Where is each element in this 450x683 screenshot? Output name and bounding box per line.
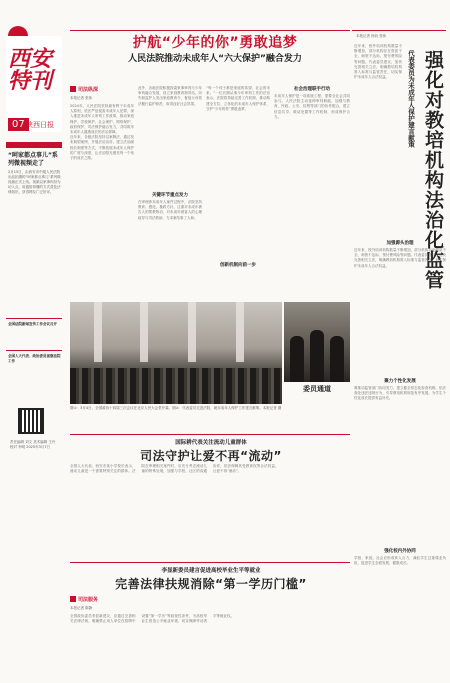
page-number: 07: [8, 118, 29, 131]
rail-note-1[interactable]: [8, 322, 62, 327]
side-photo[interactable]: [284, 302, 350, 382]
masthead-title: 西安特刊: [8, 46, 53, 94]
photo-pillar: [140, 302, 148, 362]
photo-pillar: [236, 302, 244, 362]
lead-paragraph: 2024年，人民法院坚持最有利于未成年人原则，依法严惩侵害未成年人犯罪，深入推进未成年人审判工作改革，推动家庭保护、学校保护、社会保护、网络保护、政府保护、司法保护融合发力，共同筑牢未成年人健康成长的法治屏障。: [70, 104, 134, 135]
side-photo-title: 委员通道: [303, 385, 331, 393]
right-paragraph: 近年来，校外培训机构数量不断增加，部分机构存在资质不全、师资不达标、预付费风险等问题。代表委员建议，加快完善相关立法，明确教培机构准入标准与监管责任，切实保护未成年人合法权益。: [354, 44, 402, 80]
middle-headline[interactable]: 司法守护让爱不再“流动”: [140, 449, 282, 463]
lead-column-2: [138, 86, 202, 190]
rail-note-2[interactable]: [8, 354, 62, 364]
top-rule: [70, 30, 350, 31]
right-column-mid: [354, 248, 446, 372]
lead-paragraph: 在审理涉未成年人案件过程中，法院坚持教育、感化、挽救方针，注重对未成年被告人的帮教矫治，对未成年被害人的心理疏导与司法救助，力求案结事了人和。: [138, 200, 202, 220]
section-marker-icon: [70, 596, 76, 602]
bottom-headline[interactable]: 完善法律扶规消除“第一学历门槛”: [115, 577, 307, 591]
right-subhead-3: 强化校内外协同: [384, 549, 416, 554]
qr-code-icon[interactable]: [18, 408, 44, 434]
middle-body: [70, 464, 350, 560]
photo-figure: [330, 336, 344, 382]
rail-lead-body: 2月15日，由西安市中级人民法院出品拍摄的“呵家都点事儿”系列微视频正式上线。视频以家事纠纷为切入点，用通俗易懂的方式普及法律知识，获得网友广泛好评。: [8, 170, 61, 194]
lead-column-2b: [138, 200, 202, 298]
photo-caption: 图①：3月4日，全国政协十四届三次会议在北京人民大会堂开幕。图②：代表委员走进法院，就未成年人保护工作建言献策。本报记者 摄: [70, 406, 282, 410]
right-paragraph: 学校、家庭、社会应形成育人合力，减轻学生过重课业负担，促进学生全面发展、健康成长。: [354, 556, 446, 566]
lead-column-4: [274, 94, 350, 298]
lead-subheadline: 人民法院推动未成年人“六大保护”融合发力: [128, 54, 302, 64]
lead-subhead-2: 创新机制向前一步: [220, 263, 256, 268]
middle-kicker: 国际耕代表关注流动儿童群体: [175, 440, 247, 446]
right-column-top: [354, 44, 402, 234]
lead-byline: 本报记者 张伟: [70, 96, 93, 100]
right-subhead-1: 加强源头治理: [386, 241, 414, 246]
right-paragraph: 近年来，校外培训机构数量不断增加，部分机构存在资质不全、师资不达标、预付费风险等问题。代表委员建议，加快完善相关立法，明确教培机构准入标准与监管责任，切实保护未成年人合法权益。: [354, 248, 446, 268]
lead-paragraph: “每一个孩子都是家庭的希望、社会的未来。”一位长期从事少年审判工作的法官表示，法院将持续完善工作机制，推动构建全方位、立体化的未成年人保护体系，守护“少年的你”勇敢追梦。: [206, 86, 270, 111]
rail-credits: 责任编辑 刘文 美术编辑 王丹 校对 李明 2025年3月7日: [10, 440, 56, 449]
lead-section-label: 司法纵深: [78, 87, 99, 93]
paper-name: 陕西日报: [26, 121, 54, 129]
lead-section-tag: [70, 86, 98, 93]
bottom-body: [70, 614, 350, 676]
lead-subhead-1: 关键环节重点发力: [152, 193, 188, 198]
right-subhead-2: 聚力个性化发展: [384, 379, 416, 384]
bottom-kicker: 李显新委员建言促进高校毕业生平等就业: [161, 568, 261, 574]
rail-rule: [6, 318, 62, 319]
lead-paragraph: 近年来，各级法院坚持以案释法，通过发布典型案例、开展法治宣讲、建立法治副校长制度等方式，不断拓展未成年人保护的广度与深度，让法治阳光照亮每一个孩子的成长之路。: [70, 135, 134, 161]
lead-headline[interactable]: 护航“少年的你”勇敢追梦: [132, 35, 298, 51]
lead-column-3: [206, 86, 270, 260]
rail-note-2-text: 全国人大代表、政协委员视察法院工作: [8, 354, 61, 363]
right-paragraph: 要推动监管部门协同发力，建立健全常态化检查机制，依法查处违法违规行为，引导教培机构规范有序发展，为学生个性化成长提供有益补充。: [354, 386, 446, 401]
middle-paragraph: 全国人大代表、西安市某小学校长表示，流动儿童是一个需要特别关注的群体。法院在审理相关案件时，应充分考虑流动儿童的特殊处境，加强与学校、社区的沟通协作，依法保障其受教育权等合法权益，让爱不再“流动”。: [70, 464, 279, 474]
lead-column-1: [70, 104, 134, 298]
right-headline[interactable]: 强化对教培机构法治化监管: [422, 50, 444, 290]
section-marker-icon: [70, 86, 76, 92]
photo-figure: [310, 330, 324, 382]
bottom-section-label: 司法服务: [78, 597, 99, 603]
photo-figure: [290, 336, 304, 382]
photo-pillar: [188, 302, 196, 362]
rail-divider: [6, 142, 62, 148]
lead-paragraph: 未成年人保护是一项系统工程，需要全社会共同参与。人民法院主动延伸审判职能，加强与教育、民政、公安、检察等部门的协作配合，建立信息共享、联动处置等工作机制，形成保护合力。: [274, 94, 350, 119]
bottom-paragraph: 全国政协委员李显新建议，应通过完善相关法律法规，明确禁止用人单位在招聘中设置“第一学历”等歧视性条件，为高校毕业生营造公平就业环境，切实保障劳动者平等就业权。: [70, 614, 234, 624]
middle-column-head: 社会治理联手行动: [294, 87, 330, 92]
right-byline: 本报记者 杨钊 张伟: [356, 34, 387, 38]
bottom-byline: 本报记者 陈静: [70, 606, 93, 610]
right-rule: [352, 30, 446, 31]
rail-note-1-text: 全国法院新闻宣传工作会议召开: [8, 322, 57, 326]
rail-rule: [6, 350, 62, 351]
right-column-lower: [354, 386, 446, 542]
rail-lead-story[interactable]: [8, 152, 62, 195]
rail-lead-headline: “呵家都点事儿”系列微视频走了: [8, 152, 58, 167]
section-rule: [70, 562, 350, 563]
main-photo[interactable]: [70, 302, 282, 404]
bottom-section-tag: [70, 596, 98, 603]
right-kicker: 代表委员为未成年人保护建言献策: [407, 50, 415, 148]
lead-paragraph: 此外，各地法院积极探索家事审判与少年审判融合发展，设立家庭教育指导站，向失职监护人发出家庭教育令，督促父母依法履行监护职责，取得良好社会效果。: [138, 86, 202, 106]
right-column-bottom: [354, 556, 446, 676]
section-rule: [70, 434, 350, 435]
photo-crowd: [70, 368, 282, 404]
photo-pillar: [94, 302, 102, 362]
